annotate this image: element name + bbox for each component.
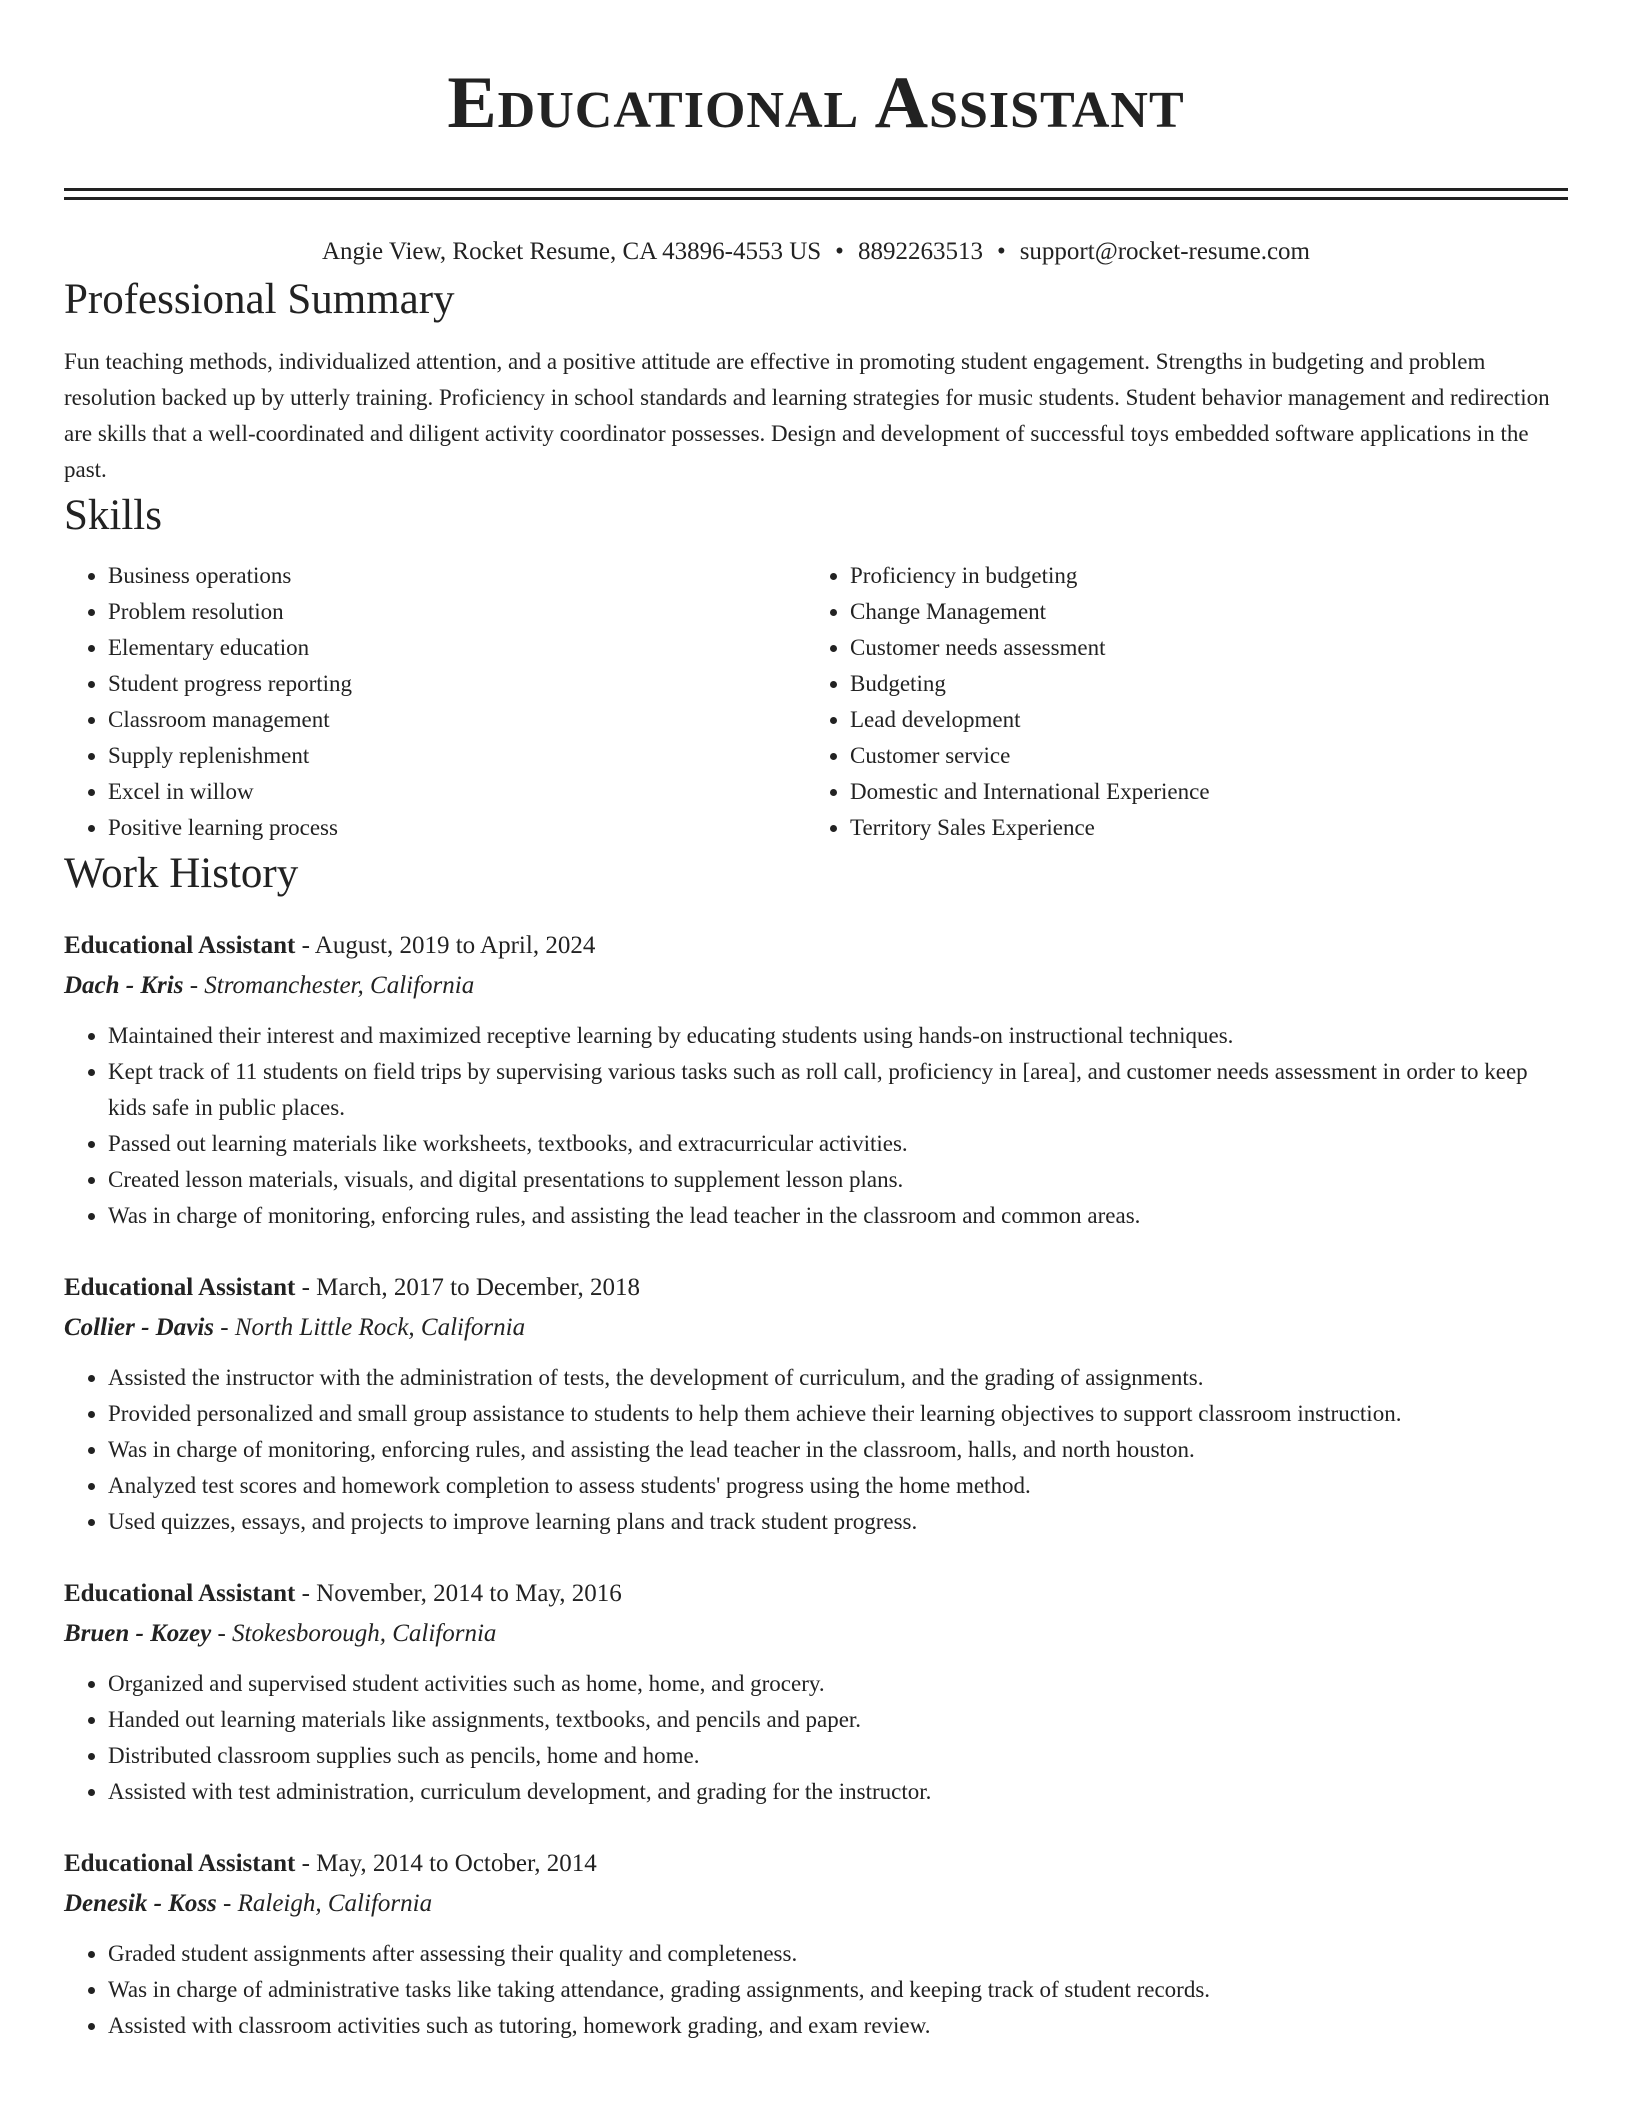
job-title-line [64,1574,1568,1614]
skill-item: • Territory Sales Experience [850,810,1548,846]
job-location: - Raleigh, California [216,1890,433,1917]
job-bullet: • Used quizzes, essays, and projects to improve learning plans and track student progress. [108,1504,1568,1540]
summary-text: Fun teaching methods, individualized attention, and a positive attitude are effective in promoting student engagement. Strengths in budgeting and problem resolution backed up by utterly training. Proficiency in school standards and learning strategies for music students. Student behavior management and redirection are skills that a well-coordinated and diligent activity coordinator possesses. Design and development of successful toys embedded software applications in the past. [64,349,1550,482]
skill-item: • Classroom management [108,702,806,738]
job-bullet: • Provided personalized and small group assistance to students to help them achieve their learning objectives to support classroom instruction. [108,1396,1568,1432]
contact-separator: • [996,238,1006,265]
job-bullet: • Assisted with test administration, curriculum development, and grading for the instructor. [108,1774,1568,1810]
job-dates: - May, 2014 to October, 2014 [295,1850,597,1877]
header-divider-bottom [64,197,1568,200]
job-bullet: • Kept track of 11 students on field trips by supervising various tasks such as roll call, proficiency in [area], and customer needs assessment in order to keep kids safe in public places. [108,1054,1568,1126]
job-title: Educational Assistant [64,1274,296,1301]
job-company: Denesik - Koss [64,1890,217,1917]
job-title-line [64,1844,1568,1884]
skill-item: • Business operations [108,558,806,594]
summary-heading: Professional Summary [64,276,455,323]
header-divider-top [64,188,1568,191]
job-company: Bruen - Kozey [64,1620,212,1647]
job-bullets [64,1360,1568,1540]
skill-item: • Supply replenishment [108,738,806,774]
job-bullet: • Distributed classroom supplies such as pencils, home and home. [108,1738,1568,1774]
skill-item: • Positive learning process [108,810,806,846]
job-company: Collier - Davis [64,1314,214,1341]
work-history-list [64,926,1568,2044]
work-history-heading: Work History [64,850,299,897]
job-company-line [64,1884,1568,1924]
job-bullet: • Assisted the instructor with the administration of tests, the development of curriculum, and the grading of assignments. [108,1360,1568,1396]
skills-columns [64,558,1568,846]
job-location: - North Little Rock, California [214,1314,526,1341]
job-entry [64,1268,1568,1540]
job-entry [64,1844,1568,2044]
job-dates: - November, 2014 to May, 2016 [295,1580,622,1607]
skill-item: • Student progress reporting [108,666,806,702]
contact-separator: • [835,238,844,265]
skill-item: • Elementary education [108,630,806,666]
skills-list-right [806,558,1548,846]
job-location: - Stokesborough, California [211,1620,497,1647]
job-title: Educational Assistant [64,932,296,959]
skill-item: • Proficiency in budgeting [850,558,1548,594]
skill-item: • Customer service [850,738,1548,774]
job-title-line [64,1268,1568,1308]
job-bullets [64,1666,1568,1810]
job-bullet: • Handed out learning materials like assignments, textbooks, and pencils and paper. [108,1702,1568,1738]
job-company-line [64,966,1568,1006]
skill-item: • Customer needs assessment [850,630,1548,666]
job-title: Educational Assistant [64,1850,296,1877]
job-bullet: • Assisted with classroom activities such as tutoring, homework grading, and exam review. [108,2008,1568,2044]
job-title: Educational Assistant [64,1580,296,1607]
job-location: - Stromanchester, California [183,972,475,999]
job-company-line [64,1614,1568,1654]
contact-phone: 8892263513 [857,238,983,265]
job-bullet: • Was in charge of monitoring, enforcing rules, and assisting the lead teacher in the classroom and common areas. [108,1198,1568,1234]
job-title-line [64,926,1568,966]
skill-item: • Change Management [850,594,1548,630]
resume-title: Educational Assistant [447,62,1185,144]
skill-item: • Budgeting [850,666,1548,702]
skills-heading: Skills [64,492,162,539]
job-entry [64,1574,1568,1810]
contact-line [64,232,1568,272]
job-bullets [64,1936,1568,2044]
job-bullet: • Organized and supervised student activities such as home, home, and grocery. [108,1666,1568,1702]
job-company: Dach - Kris [64,972,184,999]
skill-item: • Domestic and International Experience [850,774,1548,810]
job-bullet: • Graded student assignments after assessing their quality and completeness. [108,1936,1568,1972]
skill-item: • Lead development [850,702,1548,738]
job-dates: - August, 2019 to April, 2024 [295,932,596,959]
job-entry [64,926,1568,1234]
skill-item: • Excel in willow [108,774,806,810]
contact-email: support@rocket-resume.com [1019,238,1310,265]
job-bullet: • Passed out learning materials like worksheets, textbooks, and extracurricular activities. [108,1126,1568,1162]
job-company-line [64,1308,1568,1348]
job-bullet: • Created lesson materials, visuals, and digital presentations to supplement lesson plans. [108,1162,1568,1198]
job-bullet: • Was in charge of monitoring, enforcing rules, and assisting the lead teacher in the classroom, halls, and north houston. [108,1432,1568,1468]
job-bullet: • Analyzed test scores and homework completion to assess students' progress using the home method. [108,1468,1568,1504]
job-bullets [64,1018,1568,1234]
job-dates: - March, 2017 to December, 2018 [295,1274,641,1301]
skills-list-left [64,558,806,846]
skill-item: • Problem resolution [108,594,806,630]
job-bullet: • Was in charge of administrative tasks like taking attendance, grading assignments, and keeping track of student records. [108,1972,1568,2008]
contact-address: Angie View, Rocket Resume, CA 43896-4553 US [322,238,822,265]
job-bullet: • Maintained their interest and maximized receptive learning by educating students using hands-on instructional techniques. [108,1018,1568,1054]
